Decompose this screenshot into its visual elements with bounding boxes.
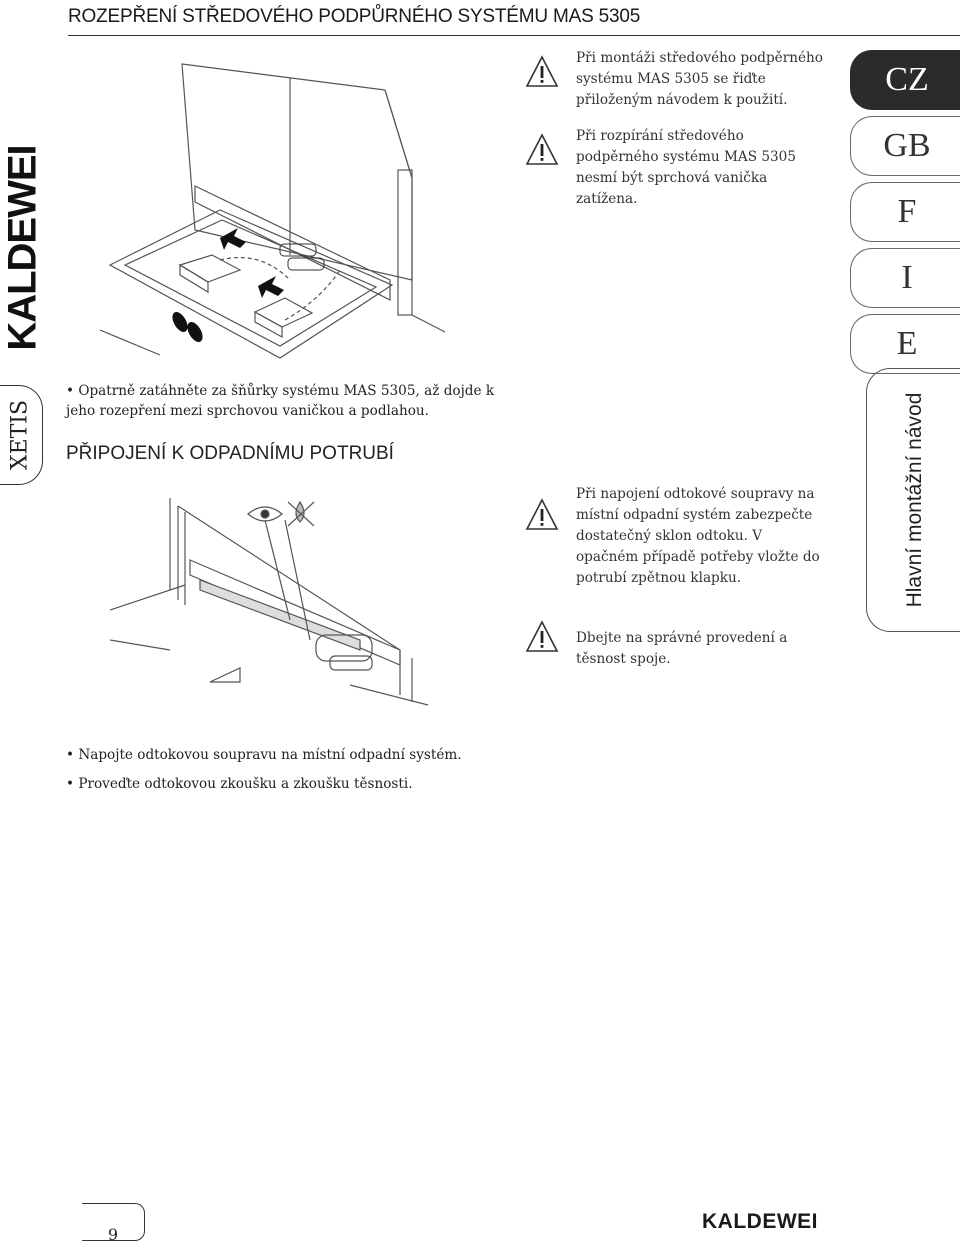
warning-text-4: Dbejte na správné provedení a těsnost spoje. <box>576 630 788 667</box>
drain-connection-illustration <box>110 490 430 712</box>
language-tab-e[interactable]: E <box>850 314 960 374</box>
warning-text-2: Při rozpírání středového podpěrného systému MAS 5305 nesmí být sprchová vanička zatížena. <box>576 128 796 207</box>
subsection-title: PŘIPOJENÍ K ODPADNÍMU POTRUBÍ <box>66 443 394 464</box>
bullet-item: • Napojte odtokovou soupravu na místní odpadní systém. <box>66 747 462 763</box>
language-tab-i[interactable]: I <box>850 248 960 308</box>
product-tab: XETIS <box>0 385 43 485</box>
language-tab-f[interactable]: F <box>850 182 960 242</box>
warning-triangle-icon <box>525 55 559 89</box>
page-number-box <box>82 1203 145 1244</box>
warning-triangle-icon <box>525 620 559 654</box>
header-rule <box>68 35 960 36</box>
instruction-text: • Opatrně zatáhněte za šňůrky systému MAS 5305, až dojde k jeho rozepření mezi sprchovou vaničkou a podlahou. <box>66 383 495 419</box>
warning-triangle-icon <box>525 498 559 532</box>
section-title: ROZEPŘENÍ STŘEDOVÉHO PODPŮRNÉHO SYSTÉMU MAS 5305 <box>68 6 641 27</box>
footer-brand-logo: KALDEWEI <box>702 1210 818 1233</box>
language-tab-gb[interactable]: GB <box>850 116 960 176</box>
warning-triangle-icon <box>525 133 559 167</box>
manual-type-tab: Hlavní montážní návod <box>866 368 960 632</box>
page-number: 9 <box>107 1225 118 1244</box>
warning-text-1: Při montáži středového podpěrného systému MAS 5305 se řiďte přiloženým návodem k použití. <box>576 50 823 108</box>
side-brand-logo: KALDEWEI <box>0 144 45 351</box>
warning-text-3: Při napojení odtokové soupravy na místní odpadní systém zabezpečte dostatečný sklon odtoku. V opačném případě potřeby vložte do potrubí zpětnou klapku. <box>576 486 820 586</box>
language-tab-cz[interactable]: CZ <box>850 50 960 110</box>
tray-installation-illustration <box>100 50 520 370</box>
bullet-item: • Proveďte odtokovou zkoušku a zkoušku těsnosti. <box>66 776 413 792</box>
